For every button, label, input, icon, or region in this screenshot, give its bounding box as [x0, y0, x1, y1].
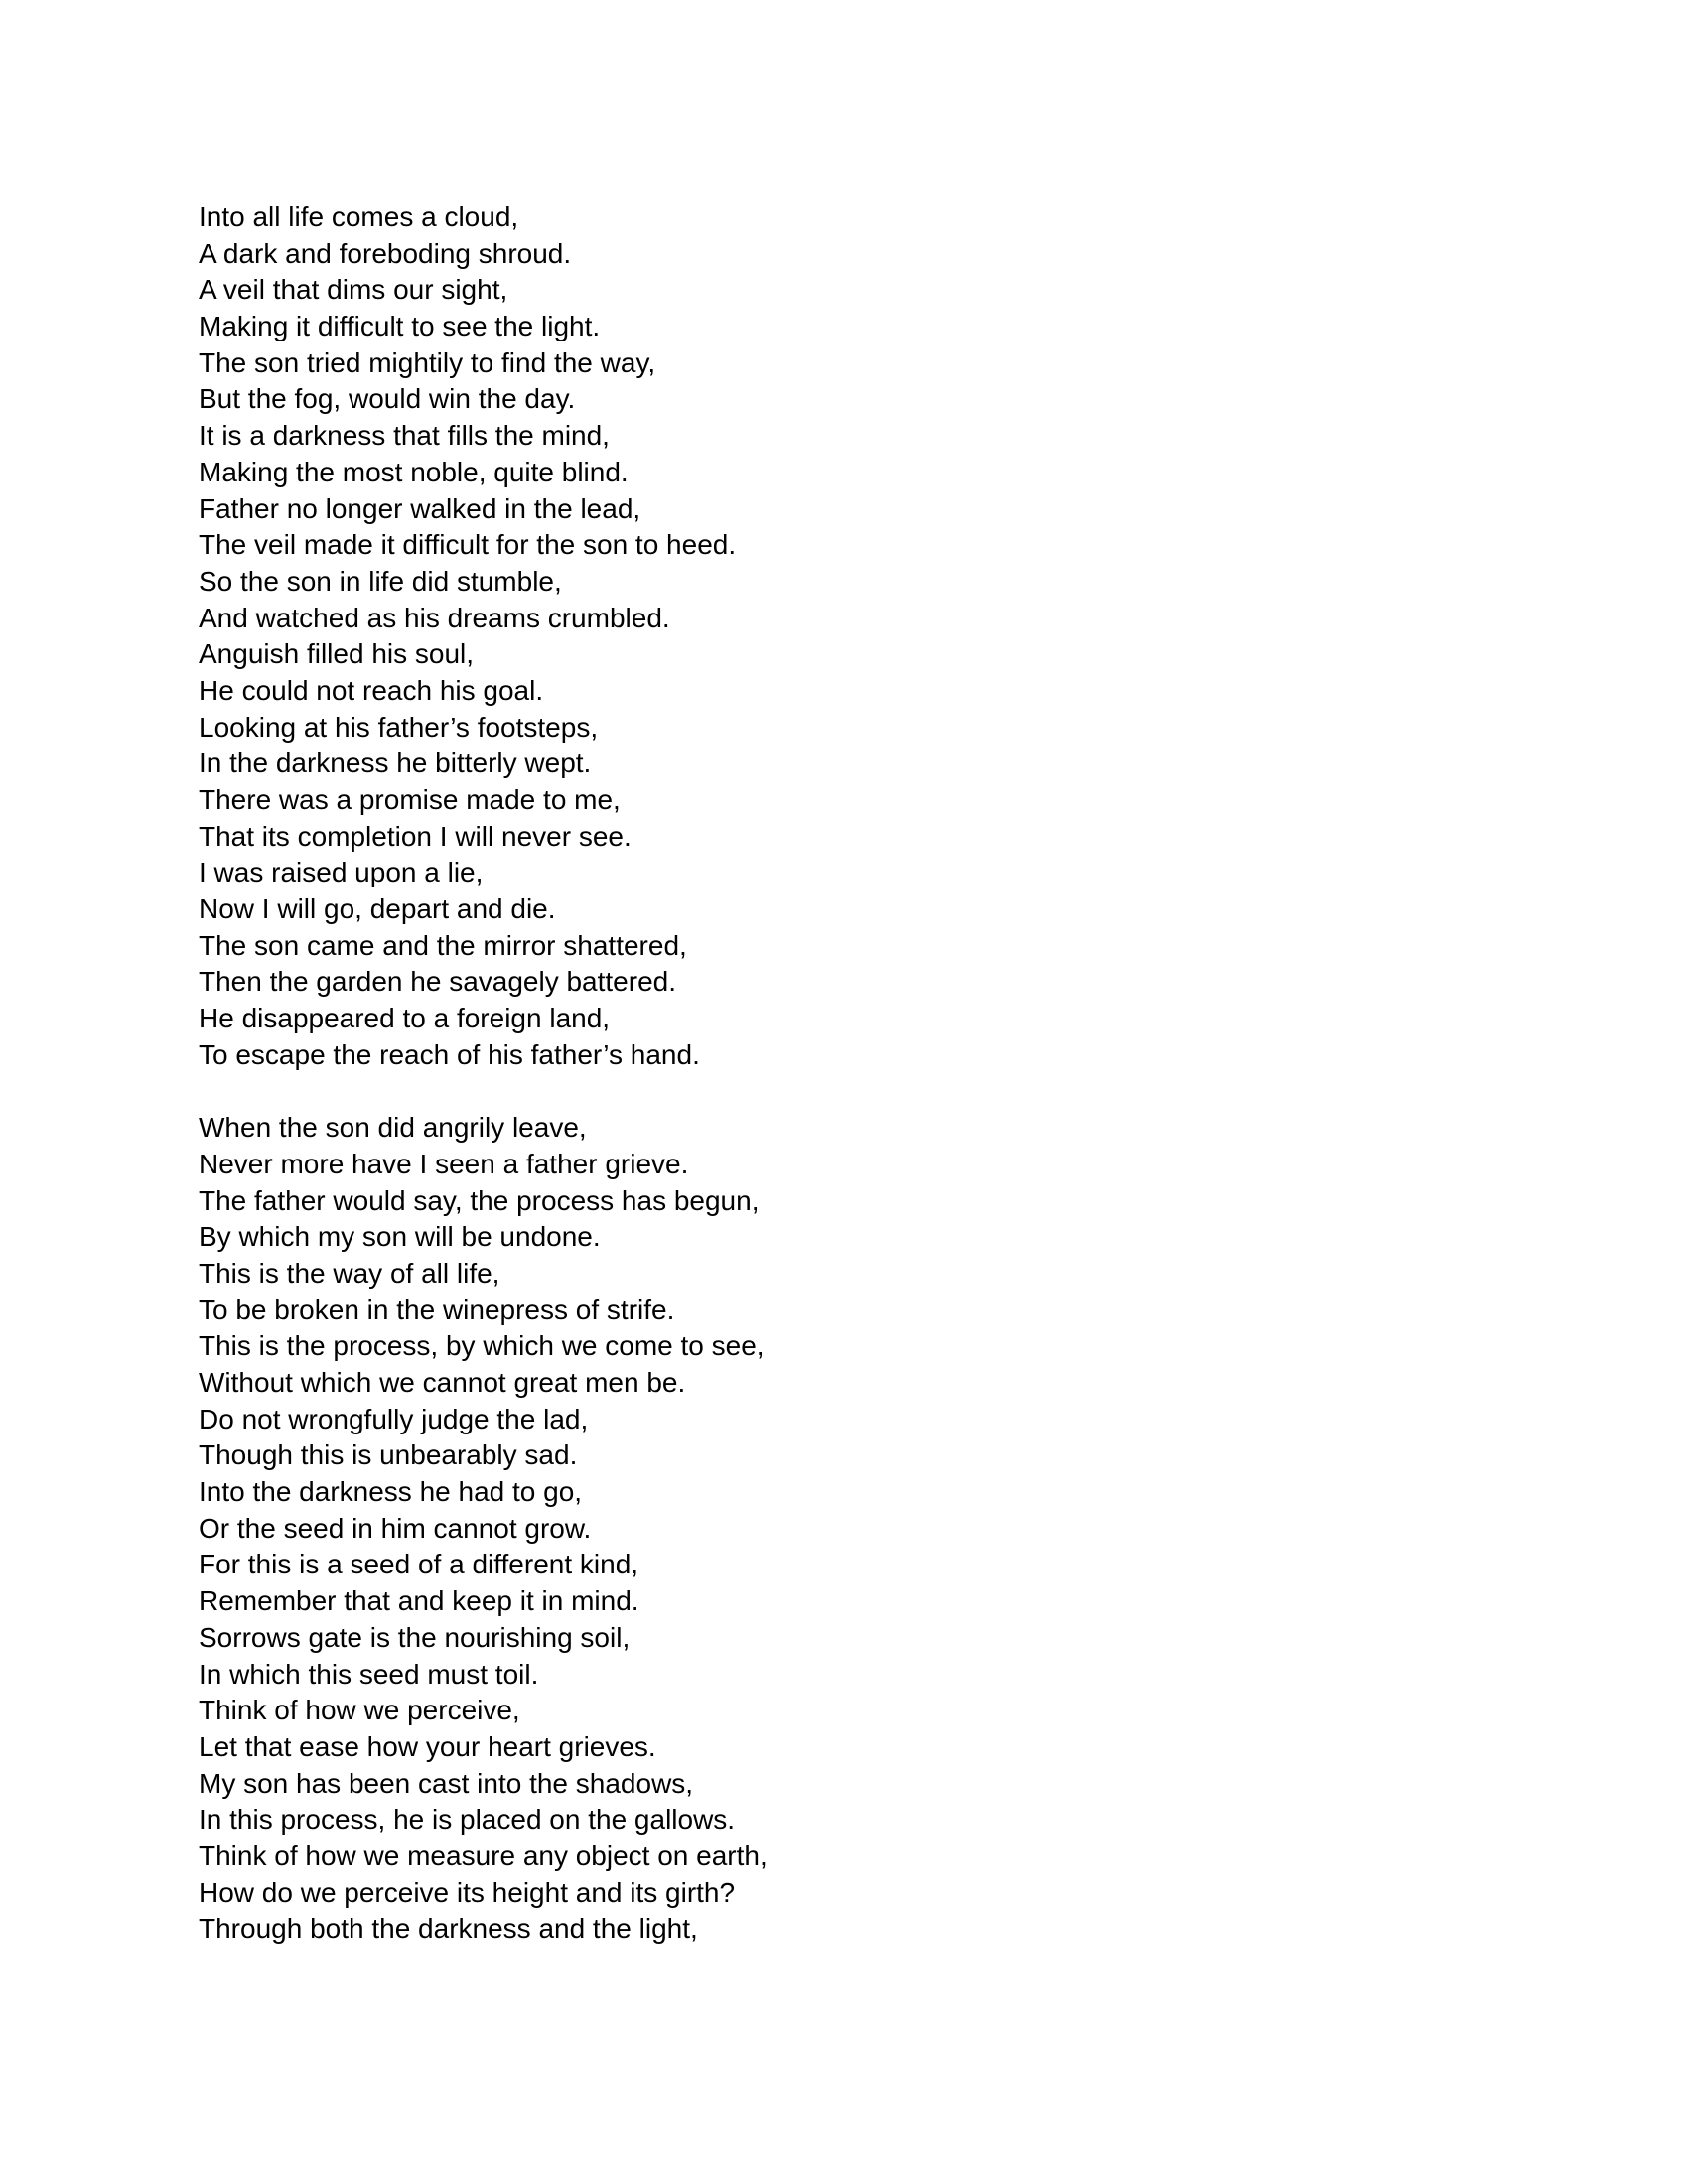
poem-line: Think of how we measure any object on earth, [199, 1840, 768, 1871]
poem-line: For this is a seed of a different kind, [199, 1549, 639, 1580]
poem-line: Let that ease how your heart grieves. [199, 1730, 656, 1762]
poem-line: Or the seed in him cannot grow. [199, 1512, 592, 1544]
poem-line: In which this seed must toil. [199, 1658, 539, 1690]
poem-line: Making it difficult to see the light. [199, 311, 601, 342]
poem-line: Through both the darkness and the light, [199, 1913, 698, 1945]
poem-line: Looking at his father’s footsteps, [199, 711, 599, 743]
poem-line: It is a darkness that fills the mind, [199, 420, 610, 452]
poem-line: He could not reach his goal. [199, 674, 544, 706]
poem-line: This is the process, by which we come to see, [199, 1330, 765, 1362]
stanza [199, 1110, 1489, 1948]
poem-line: A veil that dims our sight, [199, 274, 508, 306]
poem-body [199, 200, 1489, 1948]
poem-line: The father would say, the process has begun, [199, 1184, 760, 1216]
poem-line: The son came and the mirror shattered, [199, 929, 687, 961]
poem-line: And watched as his dreams crumbled. [199, 602, 670, 633]
poem-line: Think of how we perceive, [199, 1695, 520, 1726]
poem-line: Into all life comes a cloud, [199, 202, 519, 232]
poem-line: Remember that and keep it in mind. [199, 1585, 639, 1617]
poem-line: When the son did angrily leave, [199, 1112, 587, 1144]
poem-line: In this process, he is placed on the gallows. [199, 1804, 736, 1836]
poem-line: So the son in life did stumble, [199, 565, 562, 597]
poem-line: How do we perceive its height and its girth? [199, 1876, 736, 1908]
poem-line: My son has been cast into the shadows, [199, 1767, 694, 1799]
poem-line: To escape the reach of his father’s hand. [199, 1038, 700, 1070]
poem-line: There was a promise made to me, [199, 784, 621, 815]
poem-line: Then the garden he savagely battered. [199, 966, 677, 998]
poem-line: I was raised upon a lie, [199, 857, 484, 888]
poem-line: Father no longer walked in the lead, [199, 492, 641, 524]
poem-line: Do not wrongfully judge the lad, [199, 1403, 589, 1434]
poem-line: Into the darkness he had to go, [199, 1476, 583, 1508]
poem-line: That its completion I will never see. [199, 820, 632, 852]
poem-line: Never more have I seen a father grieve. [199, 1148, 689, 1179]
poem-line: To be broken in the winepress of strife. [199, 1294, 675, 1325]
stanza [199, 200, 1489, 1074]
poem-line: Though this is unbearably sad. [199, 1439, 578, 1471]
poem-line: This is the way of all life, [199, 1257, 500, 1289]
poem-line: Sorrows gate is the nourishing soil, [199, 1621, 631, 1653]
poem-line: Making the most noble, quite blind. [199, 456, 629, 487]
poem-line: In the darkness he bitterly wept. [199, 748, 592, 779]
poem-line: By which my son will be undone. [199, 1221, 601, 1253]
poem-line: The son tried mightily to find the way, [199, 346, 656, 378]
poem-line: The veil made it difficult for the son to heed. [199, 529, 737, 561]
poem-line: But the fog, would win the day. [199, 383, 576, 415]
poem-line: Anguish filled his soul, [199, 638, 475, 670]
poem-line: Now I will go, depart and die. [199, 893, 556, 925]
poem-line: A dark and foreboding shroud. [199, 237, 572, 269]
poem-line: Without which we cannot great men be. [199, 1367, 686, 1398]
poem-line: He disappeared to a foreign land, [199, 1003, 611, 1034]
